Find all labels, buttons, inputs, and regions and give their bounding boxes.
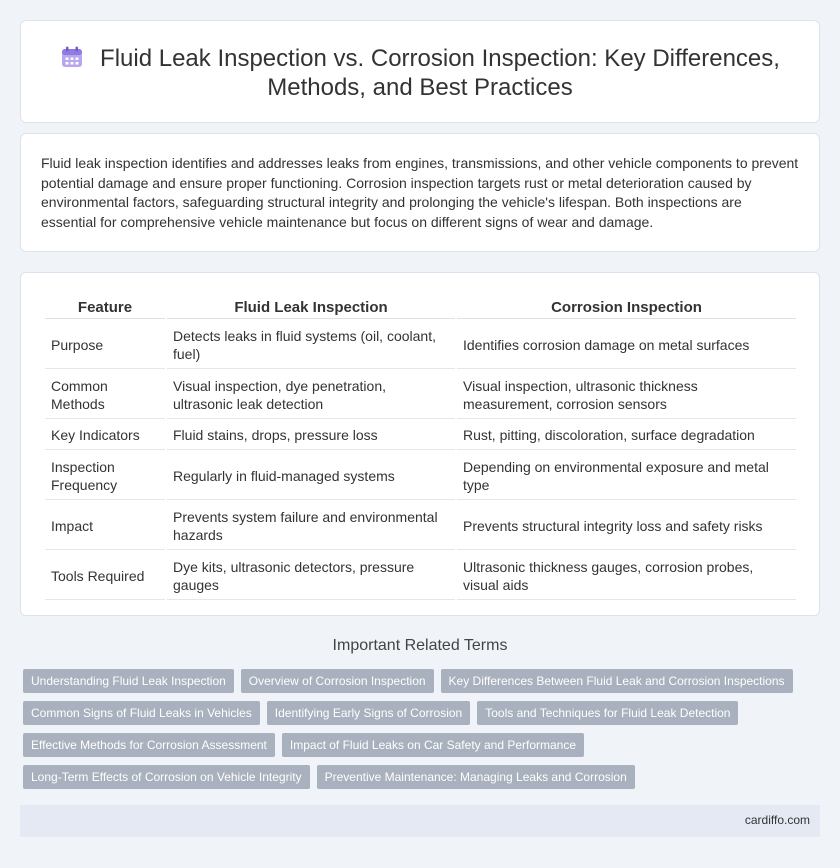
- corrosion-cell: Visual inspection, ultrasonic thickness measurement, corrosion sensors: [457, 371, 796, 419]
- related-term-tag[interactable]: Understanding Fluid Leak Inspection: [23, 669, 234, 693]
- feature-cell: Impact: [45, 502, 165, 550]
- table-row: [45, 321, 796, 369]
- corrosion-cell: Identifies corrosion damage on metal surfaces: [457, 321, 796, 369]
- corrosion-cell: Rust, pitting, discoloration, surface degradation: [457, 421, 796, 450]
- feature-cell: Inspection Frequency: [45, 452, 165, 500]
- related-term-tag[interactable]: Identifying Early Signs of Corrosion: [267, 701, 470, 725]
- related-term-tag[interactable]: Overview of Corrosion Inspection: [241, 669, 434, 693]
- related-term-tag[interactable]: Tools and Techniques for Fluid Leak Detection: [477, 701, 738, 725]
- related-terms-title: Important Related Terms: [332, 637, 508, 654]
- fluid-leak-cell: Visual inspection, dye penetration, ultrasonic leak detection: [167, 371, 455, 419]
- fluid-leak-cell: Fluid stains, drops, pressure loss: [167, 421, 455, 450]
- footer-site-link[interactable]: cardiffo.com: [744, 813, 810, 827]
- table-row: [45, 371, 796, 419]
- header-feature: Feature: [45, 297, 165, 319]
- title-line-2: Methods, and Best Practices: [267, 74, 573, 101]
- feature-cell: Common Methods: [45, 371, 165, 419]
- comparison-card: [20, 272, 820, 616]
- related-term-tag[interactable]: Effective Methods for Corrosion Assessment: [23, 733, 275, 757]
- title-line-1: Fluid Leak Inspection vs. Corrosion Inspection: Key Differences,: [100, 45, 780, 72]
- intro-paragraph: Fluid leak inspection identifies and addresses leaks from engines, transmissions, and other vehicle components to prevent potential damage and ensure proper functioning. Corrosion inspection targets rust or metal deterioration caused by environmental factors, safeguarding structural integrity and prolonging the vehicle's lifespan. Both inspections are essential for comprehensive vehicle maintenance but focus on different signs of wear and damage.: [41, 155, 799, 230]
- related-terms-list: [23, 669, 823, 797]
- title-card: [20, 20, 820, 123]
- feature-cell: Tools Required: [45, 552, 165, 600]
- fluid-leak-cell: Prevents system failure and environmental hazards: [167, 502, 455, 550]
- page-title: [21, 44, 819, 102]
- calendar-icon: [60, 45, 84, 69]
- related-term-tag[interactable]: Common Signs of Fluid Leaks in Vehicles: [23, 701, 260, 725]
- intro-card: [20, 133, 820, 252]
- related-term-tag[interactable]: Long-Term Effects of Corrosion on Vehicle Integrity: [23, 765, 310, 789]
- related-term-tag[interactable]: Preventive Maintenance: Managing Leaks and Corrosion: [317, 765, 635, 789]
- feature-cell: Purpose: [45, 321, 165, 369]
- table-row: [45, 552, 796, 600]
- fluid-leak-cell: Dye kits, ultrasonic detectors, pressure gauges: [167, 552, 455, 600]
- header-corrosion: Corrosion Inspection: [457, 297, 796, 319]
- table-row: [45, 421, 796, 450]
- fluid-leak-cell: Detects leaks in fluid systems (oil, coolant, fuel): [167, 321, 455, 369]
- comparison-table: [43, 295, 798, 602]
- related-term-tag[interactable]: Key Differences Between Fluid Leak and Corrosion Inspections: [441, 669, 793, 693]
- table-row: [45, 502, 796, 550]
- header-fluid-leak: Fluid Leak Inspection: [167, 297, 455, 319]
- corrosion-cell: Prevents structural integrity loss and safety risks: [457, 502, 796, 550]
- fluid-leak-cell: Regularly in fluid-managed systems: [167, 452, 455, 500]
- table-row: [45, 452, 796, 500]
- related-term-tag[interactable]: Impact of Fluid Leaks on Car Safety and Performance: [282, 733, 584, 757]
- table-header-row: [45, 297, 796, 319]
- corrosion-cell: Depending on environmental exposure and metal type: [457, 452, 796, 500]
- corrosion-cell: Ultrasonic thickness gauges, corrosion probes, visual aids: [457, 552, 796, 600]
- footer-bar: [20, 805, 820, 837]
- feature-cell: Key Indicators: [45, 421, 165, 450]
